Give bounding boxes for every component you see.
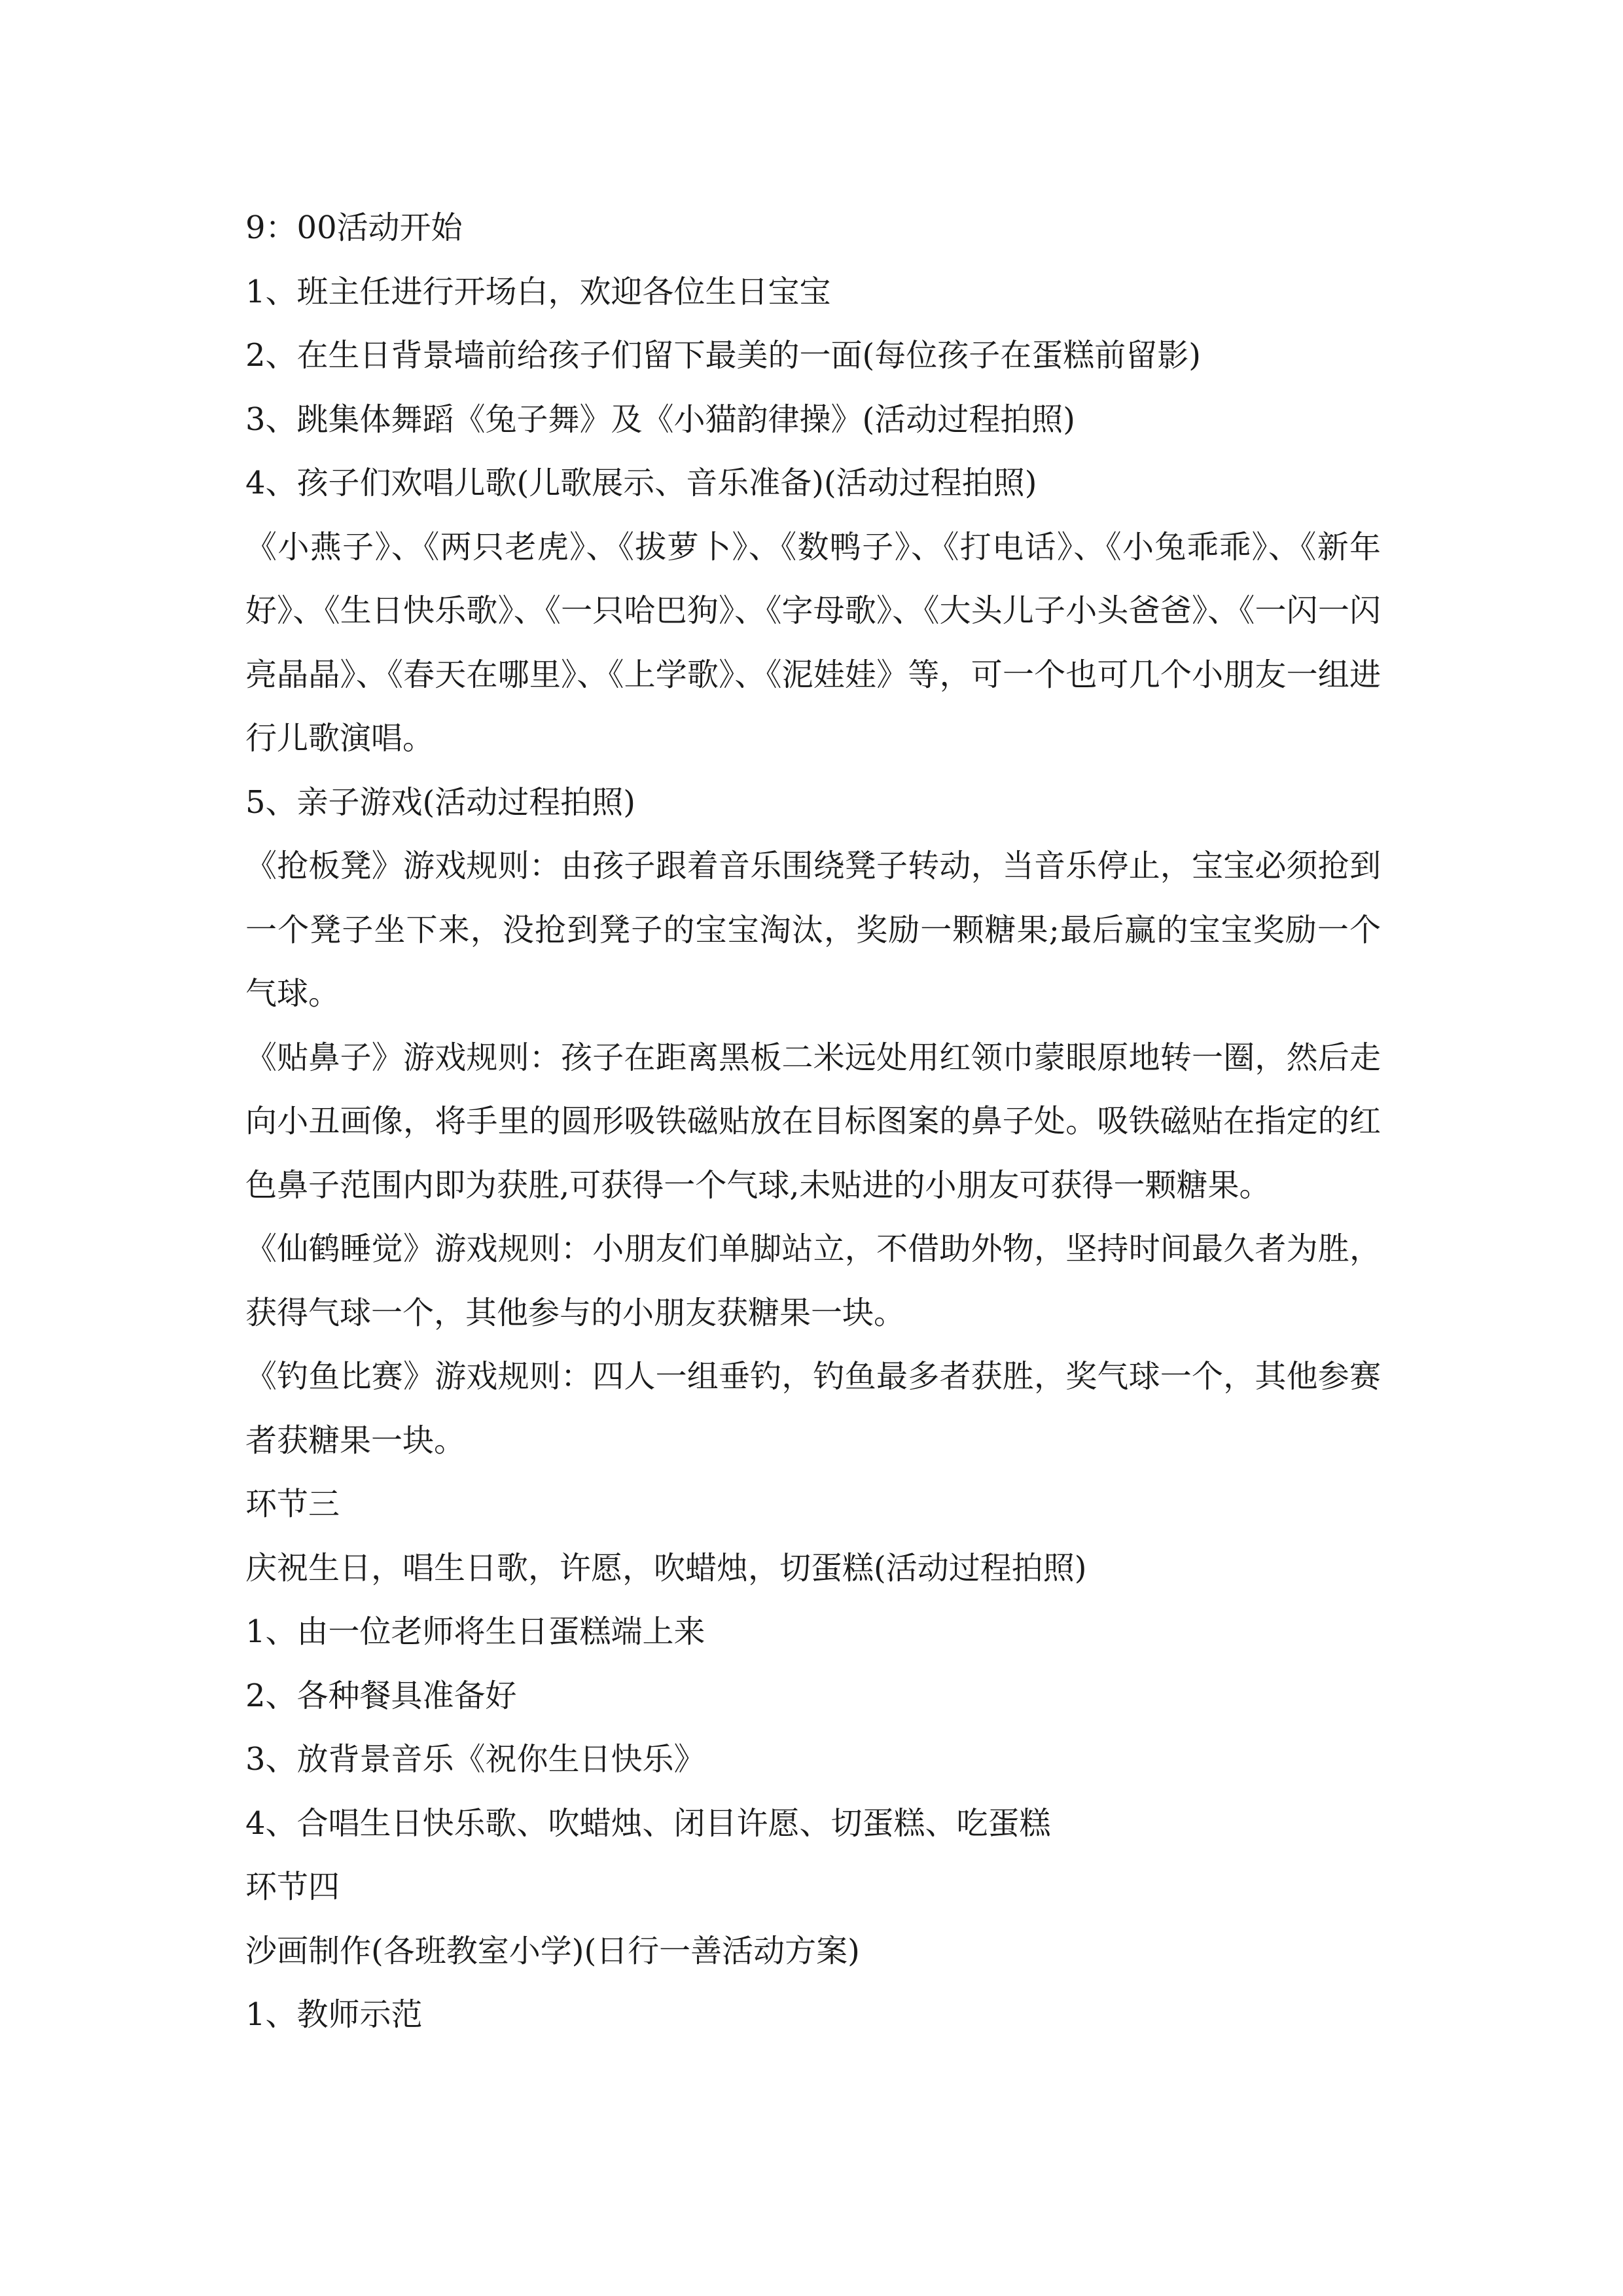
game-rule-paragraph: 《贴鼻子》游戏规则：孩子在距离黑板二米远处用红领巾蒙眼原地转一圈，然后走向小丑画像，将手里的圆形吸铁磁贴放在目标图案的鼻子处。吸铁磁贴在指定的红色鼻子范围内即为获胜,可获得一个气球,未贴进的小朋友可获得一颗糖果。 xyxy=(245,1039,1381,1204)
list-item: 3、跳集体舞蹈《兔子舞》及《小猫韵律操》(活动过程拍照) xyxy=(245,401,1075,438)
section-heading: 环节三 xyxy=(245,1486,340,1522)
list-item: 1、班主任进行开场白，欢迎各位生日宝宝 xyxy=(245,273,831,310)
list-item: 4、孩子们欢唱儿歌(儿歌展示、音乐准备)(活动过程拍照) xyxy=(245,465,1037,501)
list-item: 4、合唱生日快乐歌、吹蜡烛、闭目许愿、切蛋糕、吃蛋糕 xyxy=(245,1804,1051,1842)
list-item: 2、在生日背景墙前给孩子们留下最美的一面(每位孩子在蛋糕前留影) xyxy=(245,337,1201,374)
game-rule-paragraph: 《仙鹤睡觉》游戏规则：小朋友们单脚站立，不借助外物，坚持时间最久者为胜，获得气球一个，其他参与的小朋友获糖果一块。 xyxy=(245,1230,1381,1331)
game-rule-paragraph: 《抢板凳》游戏规则：由孩子跟着音乐围绕凳子转动，当音乐停止，宝宝必须抢到一个凳子坐下来，没抢到凳子的宝宝淘汰，奖励一颗糖果;最后赢的宝宝奖励一个气球。 xyxy=(245,848,1381,1012)
section-description: 庆祝生日，唱生日歌，许愿，吹蜡烛，切蛋糕(活动过程拍照) xyxy=(245,1549,1087,1587)
document-body xyxy=(245,196,1381,2047)
song-list-paragraph: 《小燕子》、《两只老虎》、《拔萝卜》、《数鸭子》、《打电话》、《小兔乖乖》、《新年好》、《生日快乐歌》、《一只哈巴狗》、《字母歌》、《大头儿子小头爸爸》、《一闪一闪亮晶晶》、《春天在哪里》、《上学歌》、《泥娃娃》等，可一个也可几个小朋友一组进行儿歌演唱。 xyxy=(245,528,1381,757)
section-heading: 环节四 xyxy=(245,1869,340,1905)
list-item: 3、放背景音乐《祝你生日快乐》 xyxy=(245,1741,705,1778)
section-description: 沙画制作(各班教室小学)(日行一善活动方案) xyxy=(245,1932,860,1969)
list-item: 5、亲子游戏(活动过程拍照) xyxy=(245,783,635,821)
list-item: 2、各种餐具准备好 xyxy=(245,1677,517,1714)
game-rule-paragraph: 《钓鱼比赛》游戏规则：四人一组垂钓，钓鱼最多者获胜，奖气球一个，其他参赛者获糖果一块。 xyxy=(245,1358,1381,1459)
list-item: 1、由一位老师将生日蛋糕端上来 xyxy=(245,1613,705,1650)
activity-start-line: 9：00活动开始 xyxy=(245,209,463,246)
list-item: 1、教师示范 xyxy=(245,1996,423,2033)
